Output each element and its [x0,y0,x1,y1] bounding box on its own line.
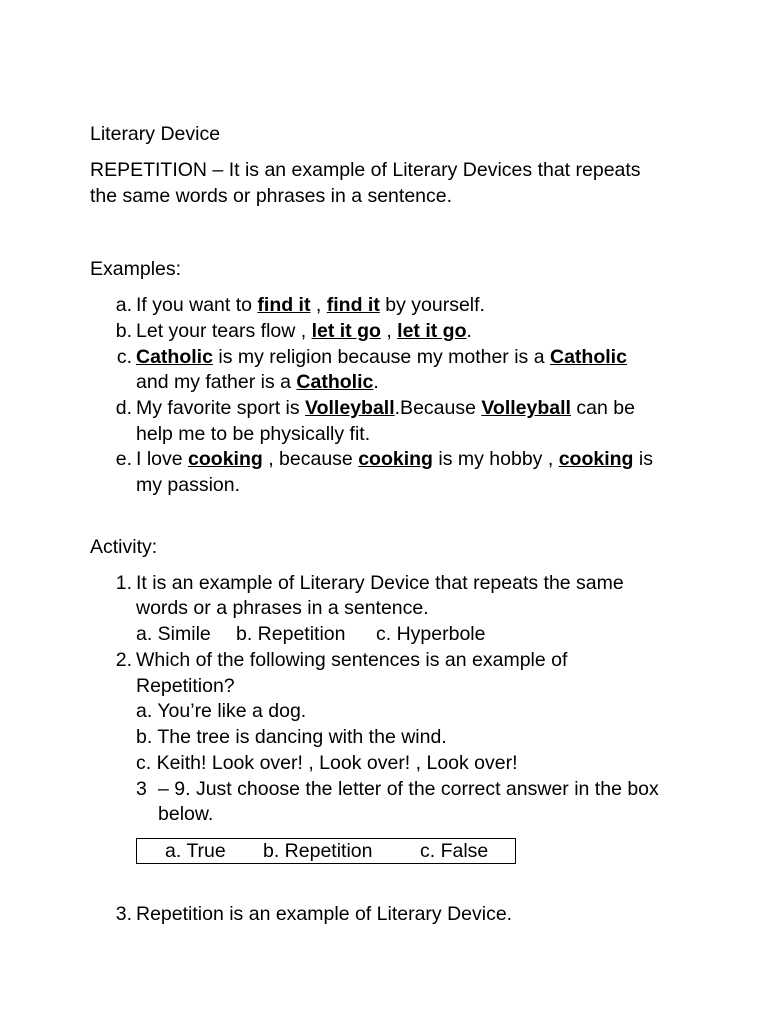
question-number: 2. [115,649,132,671]
repeated-phrase: Catholic [136,346,213,368]
example-text: . [373,371,379,393]
example-text: , because [262,448,359,470]
example-text: My favorite sport is [136,397,306,419]
example-text: and my father is a [136,371,297,393]
example-label: d. [115,397,132,419]
example-line [136,318,472,344]
instruction-line-2: below. [158,803,214,825]
example-line [136,344,627,370]
question-text: Repetition is an example of Literary Device. [136,903,513,925]
example-text: my passion. [136,474,241,496]
example-text: help me to be physically fit. [136,423,371,445]
example-text: is [633,448,653,470]
repeated-phrase: cooking [558,448,634,470]
question-text-line-2: words or a phrases in a sentence. [136,597,429,619]
repeated-phrase: cooking [188,448,263,470]
example-text: , [310,294,327,316]
examples-heading: Examples: [90,258,182,280]
question-text-line-2: Repetition? [136,675,235,697]
example-text: is my hobby , [432,448,559,470]
example-text: .Because [394,397,482,419]
instruction-line-1: – 9. Just choose the letter of the correct answer in the box [158,778,659,800]
repeated-phrase: cooking [358,448,433,470]
example-line [136,395,635,421]
example-text: by yourself. [379,294,485,316]
choice-c: c. Keith! Look over! , Look over! , Look over! [136,752,518,774]
example-text: If you want to [136,294,258,316]
answer-choices-box [136,838,516,864]
example-text: can be [570,397,635,419]
repeated-phrase: Volleyball [305,397,395,419]
example-label: c. [116,346,132,368]
repeated-phrase: let it go [311,320,381,342]
choice-b: b. Repetition [236,623,346,645]
example-line [136,421,370,447]
example-line [136,369,379,395]
example-text: Let your tears flow , [136,320,312,342]
example-text: is my religion because my mother is a [212,346,550,368]
activity-heading: Activity: [90,536,158,558]
example-label: a. [115,294,132,316]
repeated-phrase: Catholic [296,371,374,393]
box-option-a: a. True [165,840,226,862]
example-text: , [380,320,398,342]
definition-line-1: REPETITION – It is an example of Literary Devices that repeats [90,159,641,181]
repeated-phrase: Catholic [549,346,627,368]
example-label: b. [115,320,132,342]
example-line [136,446,653,472]
question-text-line-1: Which of the following sentences is an example of [136,649,568,671]
question-text-line-1: It is an example of Literary Device that repeats the same [136,572,624,594]
choice-a: a. Simile [136,623,211,645]
box-option-b: b. Repetition [263,840,373,862]
example-label: e. [115,448,132,470]
repeated-phrase: let it go [397,320,467,342]
choice-a: a. You’re like a dog. [136,700,307,722]
question-number: 1. [115,572,132,594]
question-number: 3. [115,903,132,925]
choice-b: b. The tree is dancing with the wind. [136,726,447,748]
example-text: I love [136,448,189,470]
repeated-phrase: find it [257,294,311,316]
definition-line-2: the same words or phrases in a sentence. [90,185,453,207]
box-option-c: c. False [420,840,489,862]
repeated-phrase: find it [326,294,380,316]
choice-c: c. Hyperbole [376,623,486,645]
instruction-number: 3 [136,778,147,800]
example-line [136,472,240,498]
example-line [136,292,485,318]
example-text: . [466,320,472,342]
repeated-phrase: Volleyball [481,397,571,419]
document-title: Literary Device [90,123,221,145]
